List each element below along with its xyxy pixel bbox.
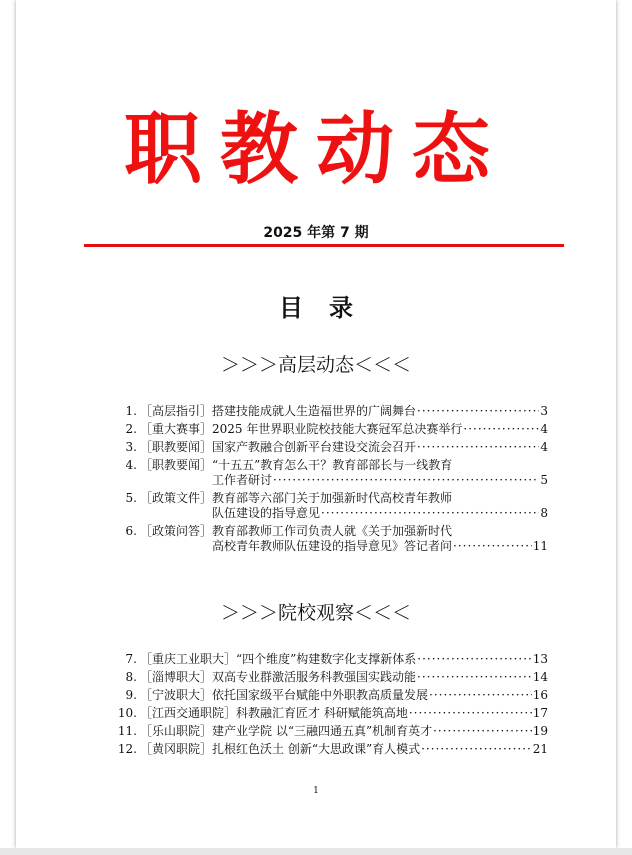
issue-number: 2025 年第 7 期	[263, 225, 369, 241]
toc-entry-number: 8.	[125, 670, 137, 684]
toc-entry-title-line: 扎根红色沃土 创新“大思政课”育人模式	[212, 742, 421, 756]
toc-entry-page: 5	[540, 473, 548, 487]
toc-entry-title-line: 教育部教师工作司负责人就《关于加强新时代	[212, 524, 453, 538]
toc-list-leadership	[112, 404, 548, 557]
section-heading-leadership: ＞＞＞高层动态＜＜＜	[220, 354, 411, 376]
header-divider	[84, 244, 564, 247]
toc-entry-category: ［政策问答］	[140, 524, 213, 538]
toc-entry[interactable]	[112, 422, 548, 437]
toc-entry-title-line: 工作者研讨	[212, 473, 273, 487]
toc-entry-title-line: 高校青年教师队伍建设的指导意见》答记者问	[212, 539, 453, 553]
toc-leader-dots	[273, 473, 539, 488]
toc-leader-dots	[417, 440, 539, 455]
masthead-title: 职教动态	[123, 104, 508, 195]
toc-entry-page: 14	[532, 670, 548, 684]
toc-entry-category: ［黄冈职院］	[140, 742, 213, 756]
toc-entry-number: 9.	[125, 688, 137, 702]
toc-entry-number: 5.	[125, 491, 137, 505]
toc-entry-category: ［乐山职院］	[140, 724, 213, 738]
toc-entry-title-line: 国家产教融合创新平台建设交流会召开	[212, 440, 417, 454]
toc-entry-category: ［职教要闻］	[140, 440, 213, 454]
toc-entry-number: 11.	[117, 724, 137, 738]
toc-entry-category: ［宁波职大］	[140, 688, 213, 702]
toc-entry-title-line: 搭建技能成就人生造福世界的广阔舞台	[212, 404, 417, 418]
toc-leader-dots	[417, 652, 531, 667]
toc-entry[interactable]	[112, 724, 548, 739]
toc-leader-dots	[417, 404, 539, 419]
toc-entry[interactable]	[112, 652, 548, 667]
toc-leader-dots	[463, 422, 539, 437]
toc-entry-category: ［高层指引］	[140, 404, 213, 418]
toc-entry-number: 4.	[125, 458, 137, 472]
toc-entry[interactable]	[112, 491, 548, 521]
toc-entry-number: 7.	[125, 652, 137, 666]
toc-entry-number: 6.	[125, 524, 137, 538]
toc-leader-dots	[421, 742, 532, 757]
toc-entry-page: 11	[532, 539, 548, 553]
toc-title: 目录	[279, 294, 379, 322]
toc-entry-title-line: 双高专业群激活服务科教强国实践动能	[212, 670, 417, 684]
toc-entry-page: 4	[540, 422, 548, 436]
toc-entry-title-line: 2025 年世界职业院校技能大赛冠军总决赛举行	[212, 422, 463, 436]
toc-entry-category: ［政策文件］	[140, 491, 213, 505]
toc-entry-title-line: “四个维度”构建数字化支撑新体系	[236, 652, 417, 666]
toc-entry-title-line: 队伍建设的指导意见	[212, 506, 321, 520]
toc-entry-number: 2.	[125, 422, 137, 436]
toc-entry[interactable]	[112, 688, 548, 703]
toc-entry[interactable]	[112, 440, 548, 455]
toc-entry-page: 16	[532, 688, 548, 702]
toc-entry-number: 12.	[117, 742, 137, 756]
toc-entry-number: 1.	[125, 404, 137, 418]
toc-leader-dots	[453, 539, 532, 554]
toc-entry[interactable]	[112, 524, 548, 554]
toc-entry[interactable]	[112, 670, 548, 685]
toc-entry-page: 19	[532, 724, 548, 738]
toc-list-schools	[112, 652, 548, 760]
toc-entry[interactable]	[112, 742, 548, 757]
toc-entry-title-line: 科教融汇育匠才 科研赋能筑高地	[236, 706, 408, 720]
toc-entry-page: 4	[540, 440, 548, 454]
toc-leader-dots	[433, 724, 532, 739]
toc-entry-category: ［淄博职大］	[140, 670, 213, 684]
toc-entry-title-line: 依托国家级平台赋能中外职教高质量发展	[212, 688, 429, 702]
toc-leader-dots	[321, 506, 539, 521]
toc-entry-category: ［重大赛事］	[140, 422, 213, 436]
toc-entry[interactable]	[112, 706, 548, 721]
toc-entry-page: 3	[540, 404, 548, 418]
toc-leader-dots	[417, 670, 532, 685]
toc-entry-title-line: 建产业学院 以“三融四通五真”机制育英才	[212, 724, 433, 738]
toc-entry-category: ［江西交通职院］	[140, 706, 237, 720]
toc-leader-dots	[409, 706, 532, 721]
viewer-background	[0, 848, 632, 855]
toc-entry[interactable]	[112, 458, 548, 488]
toc-entry-title-line: “十五五”教育怎么干？教育部部长与一线教育	[212, 458, 453, 472]
toc-entry-page: 21	[532, 742, 548, 756]
page-number: 1	[313, 786, 319, 796]
toc-entry-category: ［重庆工业职大］	[140, 652, 237, 666]
toc-entry[interactable]	[112, 404, 548, 419]
toc-entry-page: 17	[532, 706, 548, 720]
section-heading-schools: ＞＞＞院校观察＜＜＜	[220, 602, 411, 624]
toc-entry-category: ［职教要闻］	[140, 458, 213, 472]
toc-entry-number: 3.	[125, 440, 137, 454]
toc-entry-page: 13	[532, 652, 548, 666]
toc-leader-dots	[429, 688, 532, 703]
toc-entry-title-line: 教育部等六部门关于加强新时代高校青年教师	[212, 491, 453, 505]
toc-entry-page: 8	[540, 506, 548, 520]
document-page	[16, 0, 616, 848]
toc-entry-number: 10.	[117, 706, 137, 720]
